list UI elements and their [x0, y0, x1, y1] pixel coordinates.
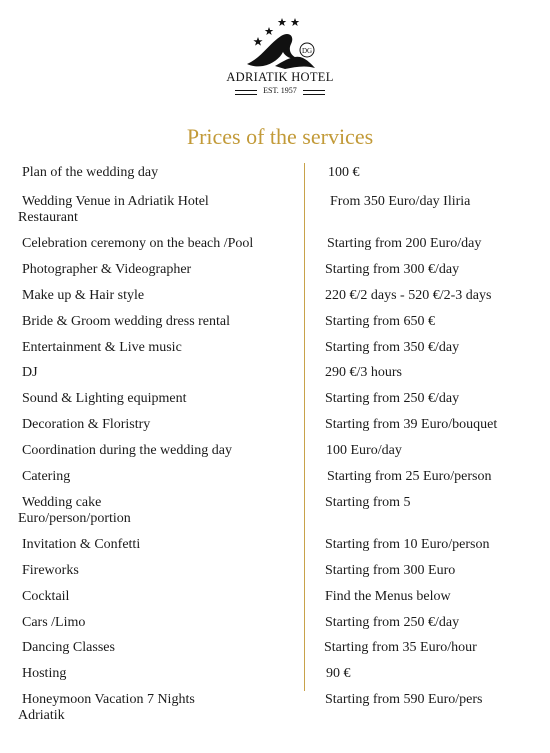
service-name — [18, 692, 282, 724]
service-price: Starting from 300 Euro — [325, 563, 456, 578]
service-name: Make up & Hair style — [22, 288, 145, 303]
service-name — [18, 495, 282, 527]
service-name: Coordination during the wedding day — [22, 443, 232, 458]
service-price: Find the Menus below — [325, 589, 451, 604]
service-price: Starting from 25 Euro/person — [327, 469, 492, 484]
service-name: Sound & Lighting equipment — [22, 391, 187, 406]
service-name: Photographer & Videographer — [22, 262, 192, 277]
service-name: Decoration & Floristry — [22, 417, 151, 432]
est-rule-right — [303, 90, 325, 95]
service-price: Starting from 200 Euro/day — [327, 236, 482, 251]
service-name-line1: Wedding Venue in Adriatik Hotel — [22, 194, 209, 209]
service-price: Starting from 5 — [325, 495, 411, 510]
service-price: Starting from 35 Euro/hour — [324, 640, 477, 655]
service-name: Celebration ceremony on the beach /Pool — [22, 236, 254, 251]
service-price: 220 €/2 days - 520 €/2-3 days — [325, 288, 492, 303]
service-name-line1: Wedding cake — [22, 495, 102, 510]
service-name-line2: Restaurant — [18, 210, 78, 225]
star-icon — [278, 18, 287, 26]
page-title: Prices of the services — [186, 124, 374, 149]
service-name: Dancing Classes — [22, 640, 115, 655]
service-price: 100 € — [328, 165, 360, 180]
service-name: Entertainment & Live music — [22, 340, 182, 355]
service-name-line1: Honeymoon Vacation 7 Nights — [22, 692, 195, 707]
service-name: Hosting — [22, 666, 67, 681]
service-price: 100 Euro/day — [326, 443, 402, 458]
service-price: Starting from 250 €/day — [325, 615, 460, 630]
service-price: Starting from 350 €/day — [325, 340, 460, 355]
star-icon — [253, 37, 262, 46]
service-price: From 350 Euro/day Iliria — [330, 194, 471, 209]
service-name: Invitation & Confetti — [22, 537, 141, 552]
column-divider — [304, 163, 305, 691]
service-price: Starting from 300 €/day — [325, 262, 460, 277]
star-icon — [291, 18, 300, 26]
service-price: Starting from 10 Euro/person — [325, 537, 490, 552]
service-price: Starting from 650 € — [325, 314, 436, 329]
service-name — [18, 194, 282, 226]
service-name: Cocktail — [22, 589, 70, 604]
service-name: Catering — [22, 469, 71, 484]
service-price: Starting from 39 Euro/bouquet — [325, 417, 498, 432]
service-price: 90 € — [326, 666, 351, 681]
service-price: 290 €/3 hours — [325, 365, 402, 380]
hotel-name: ADRIATIK HOTEL — [226, 70, 334, 84]
established-year: EST. 1957 — [263, 86, 297, 95]
star-icon — [265, 27, 274, 35]
service-name: Bride & Groom wedding dress rental — [22, 314, 231, 329]
service-name: DJ — [22, 365, 38, 380]
service-name-line2: Adriatik — [18, 708, 65, 723]
service-price: Starting from 250 €/day — [325, 391, 460, 406]
logo-badge-text: DG — [301, 47, 313, 55]
service-name: Plan of the wedding day — [22, 165, 159, 180]
service-price: Starting from 590 Euro/pers — [325, 692, 483, 707]
service-name-line2: Euro/person/portion — [18, 511, 131, 526]
service-name: Cars /Limo — [22, 615, 86, 630]
service-name: Fireworks — [22, 563, 79, 578]
